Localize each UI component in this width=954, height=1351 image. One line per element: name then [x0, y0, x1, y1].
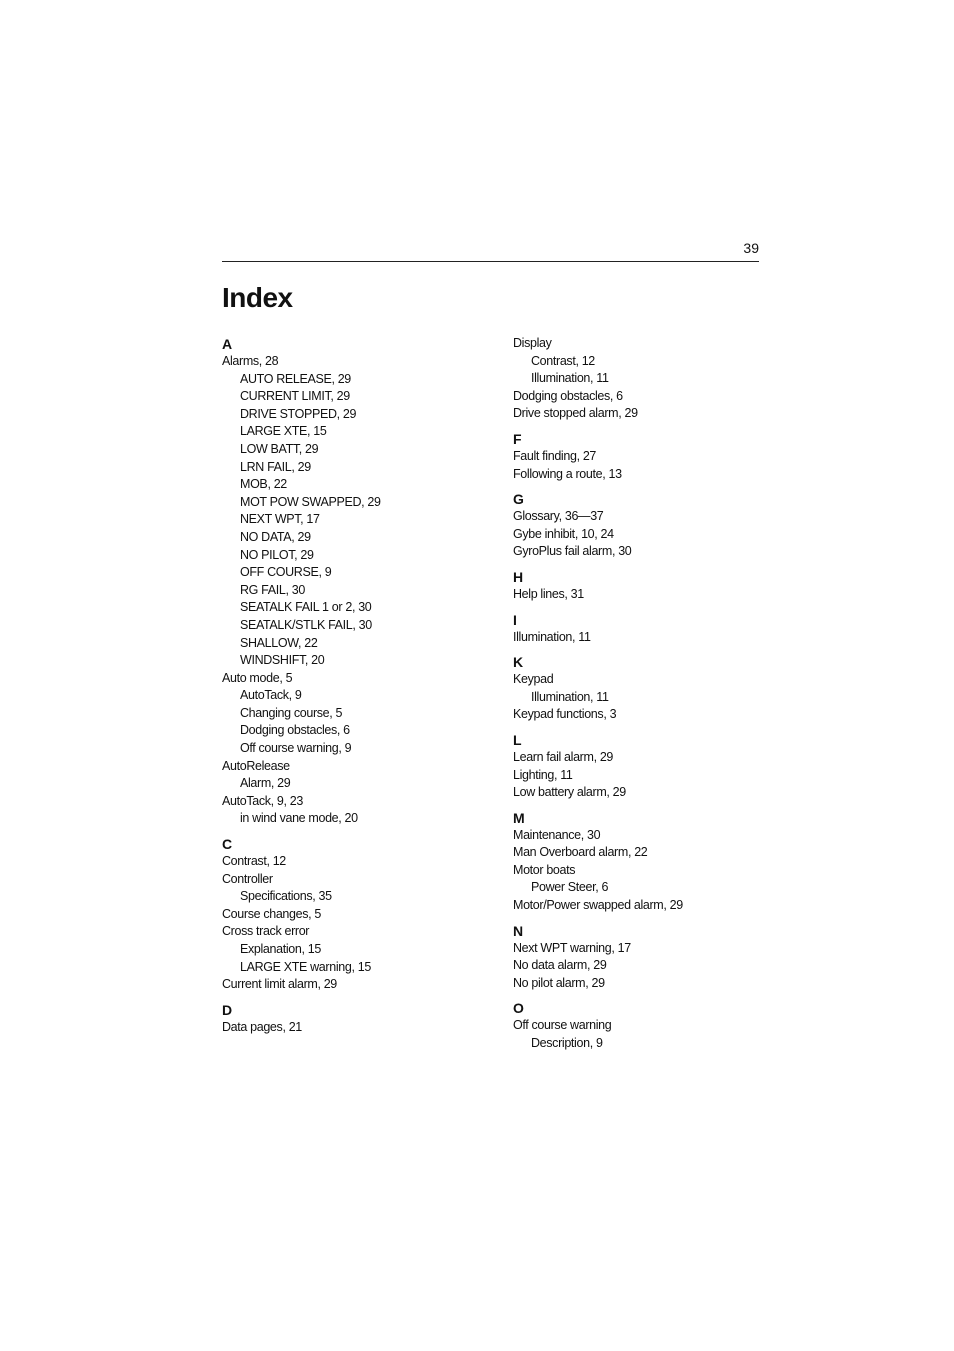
entry-pages: , 36—37 [559, 509, 604, 523]
index-section [222, 1001, 492, 1037]
entry-term: LARGE XTE [240, 424, 308, 439]
entry-pages: , 30 [285, 583, 304, 597]
section-letter: F [513, 430, 522, 447]
index-entry [513, 388, 783, 406]
section-letter: M [513, 809, 525, 826]
index-subentry [222, 547, 492, 565]
index-entry [513, 767, 783, 785]
entry-pages: , 29 [606, 785, 625, 799]
index-section [513, 568, 783, 604]
entry-term: Motor/Power swapped alarm [513, 898, 664, 913]
entry-term: SEATALK/STLK FAIL [240, 617, 353, 632]
index-section [513, 611, 783, 647]
entry-term: Motor boats [513, 862, 576, 877]
entry-term: Contrast [531, 353, 576, 368]
index-entry [513, 749, 783, 767]
index-entry [513, 466, 783, 484]
index-subentry [513, 1035, 783, 1053]
index-subentry [222, 511, 492, 529]
entry-term: Alarm [240, 776, 271, 791]
entry-term: Description [531, 1036, 590, 1051]
index-entry [222, 906, 492, 924]
entry-pages: , 29 [330, 389, 349, 403]
section-letter: I [513, 611, 517, 628]
entry-pages: , 22 [628, 845, 647, 859]
entry-pages: , 22 [267, 477, 286, 491]
entry-term: Learn fail alarm [513, 749, 594, 764]
entry-pages: , 9 [289, 688, 302, 702]
entry-term: No data alarm [513, 958, 587, 973]
section-letter: H [513, 568, 524, 585]
index-entry [513, 975, 783, 993]
section-letter: L [513, 731, 522, 748]
entry-pages: , 9 [338, 741, 351, 755]
index-entry [222, 758, 492, 776]
page-title: Index [222, 282, 293, 313]
index-entry [513, 957, 783, 975]
index-subentry [222, 775, 492, 793]
entry-pages: , 31 [564, 587, 583, 601]
entry-pages: , 20 [338, 811, 357, 825]
entry-pages: , 29 [587, 958, 606, 972]
index-section [513, 490, 783, 561]
entry-term: Dodging obstacles [513, 388, 610, 403]
entry-term: Keypad functions [513, 707, 604, 722]
section-letter: N [513, 922, 524, 939]
entry-pages: , 6 [610, 389, 623, 403]
index-entry [513, 1017, 783, 1035]
index-subentry [222, 722, 492, 740]
index-entry [513, 862, 783, 880]
entry-pages: , 15 [351, 960, 370, 974]
entry-term: No pilot alarm [513, 975, 586, 990]
entry-term: MOB [240, 477, 268, 492]
entry-pages: , 11 [554, 768, 573, 782]
index-subentry [222, 652, 492, 670]
index-entry [222, 923, 492, 941]
entry-pages: , 11 [590, 690, 609, 704]
entry-pages: , 17 [300, 512, 319, 526]
entry-term: Low battery alarm [513, 785, 607, 800]
entry-pages: , 5 [308, 907, 321, 921]
entry-pages: , 9 [318, 565, 331, 579]
index-entry [222, 670, 492, 688]
entry-pages: , 15 [301, 942, 320, 956]
entry-pages: , 29 [317, 977, 336, 991]
entry-term: AutoTack [222, 793, 271, 808]
index-entry [222, 976, 492, 994]
entry-pages: , 29 [331, 372, 350, 386]
index-entry [222, 793, 492, 811]
index-subentry [222, 388, 492, 406]
index-section [513, 922, 783, 993]
index-subentry [222, 564, 492, 582]
entry-term: AutoRelease [222, 758, 290, 773]
entry-term: NEXT WPT [240, 512, 301, 527]
entry-term: Contrast [222, 854, 267, 869]
entry-term: OFF COURSE [240, 565, 319, 580]
index-entry [513, 508, 783, 526]
index-entry [513, 335, 783, 353]
entry-term: Illumination [531, 689, 591, 704]
entry-pages: , 29 [337, 407, 356, 421]
index-entry [513, 629, 783, 647]
index-entry [222, 353, 492, 371]
entry-term: Illumination [531, 371, 591, 386]
section-letter: G [513, 491, 524, 508]
entry-pages: , 29 [594, 750, 613, 764]
entry-term: GyroPlus fail alarm [513, 544, 612, 559]
entry-term: AutoTack [240, 688, 289, 703]
entry-term: WINDSHIFT [240, 653, 305, 668]
index-entry [222, 853, 492, 871]
entry-pages: , 29 [585, 976, 604, 990]
index-entry [513, 405, 783, 423]
entry-term: Off course warning [513, 1018, 612, 1033]
index-subentry [222, 705, 492, 723]
entry-term: Specifications [240, 889, 313, 904]
index-entry [513, 543, 783, 561]
page-number: 39 [743, 240, 759, 256]
index-entry [513, 671, 783, 689]
entry-pages: , 29 [271, 776, 290, 790]
entry-term: Gybe inhibit [513, 526, 575, 541]
section-letter: C [222, 836, 233, 853]
index-column-left [222, 335, 492, 1043]
index-entry [513, 706, 783, 724]
entry-term: Glossary [513, 509, 559, 524]
entry-pages: , 9, 23 [271, 794, 303, 808]
index-entry [222, 871, 492, 889]
entry-pages: , 22 [298, 636, 317, 650]
entry-pages: , 6 [595, 880, 608, 894]
index-subentry [513, 370, 783, 388]
section-letter: A [222, 336, 233, 352]
index-subentry [513, 689, 783, 707]
index-subentry [222, 740, 492, 758]
index-subentry [222, 687, 492, 705]
entry-term: Maintenance [513, 827, 581, 842]
entry-pages: , 29 [291, 530, 310, 544]
entry-pages: , 15 [307, 424, 326, 438]
index-column-right [513, 335, 783, 1060]
entry-term: Illumination [513, 629, 573, 644]
entry-term: LARGE XTE warning [240, 959, 352, 974]
entry-pages: , 30 [352, 618, 371, 632]
entry-term: MOT POW SWAPPED [240, 494, 362, 509]
index-entry [513, 827, 783, 845]
index-subentry [222, 423, 492, 441]
entry-pages: , 29 [361, 495, 380, 509]
entry-term: Drive stopped alarm [513, 406, 619, 421]
entry-pages: , 17 [611, 941, 630, 955]
index-section [513, 731, 783, 802]
index-entry [513, 526, 783, 544]
index-subentry [222, 582, 492, 600]
index-section [222, 835, 492, 994]
entry-pages: , 10, 24 [575, 527, 614, 541]
entry-term: Fault finding [513, 448, 577, 463]
index-subentry [513, 879, 783, 897]
index-subentry [222, 635, 492, 653]
entry-pages: , 30 [352, 600, 371, 614]
index-subentry [222, 959, 492, 977]
index-subentry [222, 810, 492, 828]
entry-term: NO DATA [240, 529, 292, 544]
entry-pages: , 12 [266, 854, 285, 868]
entry-term: Power Steer [531, 880, 596, 895]
index-subentry [513, 353, 783, 371]
entry-pages: , 29 [294, 548, 313, 562]
index-entry [513, 586, 783, 604]
entry-term: NO PILOT [240, 547, 295, 562]
entry-pages: , 5 [279, 671, 292, 685]
index-section [513, 999, 783, 1052]
entry-term: in wind vane mode [240, 811, 339, 826]
entry-pages: , 29 [291, 460, 310, 474]
entry-pages: , 3 [603, 707, 616, 721]
index-entry [513, 448, 783, 466]
entry-pages: , 29 [618, 406, 637, 420]
index-subentry [222, 441, 492, 459]
index-subentry [222, 406, 492, 424]
section-letter: D [222, 1001, 233, 1018]
entry-pages: , 11 [590, 371, 609, 385]
entry-term: RG FAIL [240, 582, 286, 597]
header-rule [222, 261, 759, 262]
index-subentry [222, 459, 492, 477]
index-section [513, 430, 783, 483]
index-entry [513, 897, 783, 915]
index-section [222, 335, 492, 828]
entry-pages: , 13 [602, 467, 621, 481]
index-subentry [222, 476, 492, 494]
entry-pages: , 20 [305, 653, 324, 667]
index-entry [513, 784, 783, 802]
entry-term: Data pages [222, 1019, 283, 1034]
entry-term: Controller [222, 871, 273, 886]
section-letter: O [513, 1000, 524, 1017]
entry-pages: , 21 [282, 1020, 301, 1034]
index-subentry [222, 617, 492, 635]
entry-pages: , 27 [577, 449, 596, 463]
entry-term: Dodging obstacles [240, 723, 337, 738]
index-entry [513, 844, 783, 862]
entry-term: Man Overboard alarm [513, 845, 628, 860]
index-entry [222, 1019, 492, 1037]
entry-term: Next WPT warning [513, 940, 612, 955]
entry-pages: , 28 [259, 354, 278, 368]
entry-pages: , 35 [312, 889, 331, 903]
entry-pages: , 12 [575, 354, 594, 368]
index-subentry [222, 529, 492, 547]
entry-term: SHALLOW [240, 635, 298, 650]
entry-term: Lighting [513, 767, 554, 782]
entry-term: LRN FAIL [240, 459, 292, 474]
entry-pages: , 5 [329, 706, 342, 720]
index-section [513, 809, 783, 915]
index-subentry [222, 494, 492, 512]
index-section [513, 653, 783, 724]
entry-term: AUTO RELEASE [240, 371, 332, 386]
entry-term: DRIVE STOPPED [240, 406, 337, 421]
entry-term: Display [513, 336, 552, 350]
index-entry [513, 940, 783, 958]
index-section [513, 335, 783, 423]
entry-term: LOW BATT [240, 441, 299, 456]
entry-term: Keypad [513, 672, 554, 687]
entry-term: Course changes [222, 906, 309, 921]
entry-pages: , 30 [612, 544, 631, 558]
entry-pages: , 11 [572, 630, 591, 644]
entry-term: Help lines [513, 586, 565, 601]
index-subentry [222, 599, 492, 617]
entry-term: Cross track error [222, 924, 310, 939]
entry-term: Alarms [222, 354, 259, 368]
entry-pages: , 29 [663, 898, 682, 912]
index-subentry [222, 371, 492, 389]
entry-pages: , 30 [581, 828, 600, 842]
index-subentry [222, 941, 492, 959]
entry-term: Current limit alarm [222, 977, 318, 992]
section-letter: K [513, 654, 524, 671]
entry-term: Off course warning [240, 741, 339, 756]
entry-term: Explanation [240, 942, 302, 956]
entry-term: SEATALK FAIL 1 or 2 [240, 600, 352, 615]
entry-pages: , 6 [337, 723, 350, 737]
entry-pages: , 29 [299, 442, 318, 456]
entry-term: Changing course [240, 705, 330, 720]
entry-term: CURRENT LIMIT [240, 389, 331, 404]
entry-pages: , 9 [590, 1036, 603, 1050]
index-subentry [222, 888, 492, 906]
entry-term: Auto mode [222, 670, 280, 685]
entry-term: Following a route [513, 466, 603, 481]
